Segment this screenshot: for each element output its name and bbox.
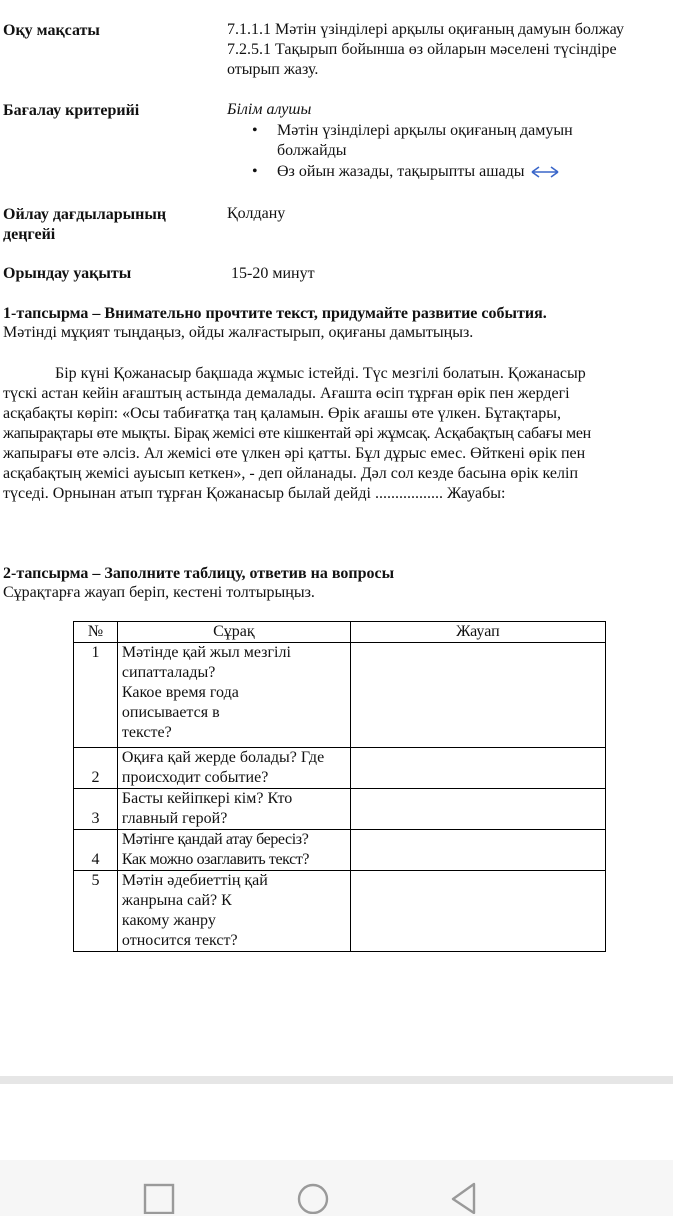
table-row <box>74 871 606 952</box>
thinking-label-1: Ойлау дағдыларының <box>3 206 167 223</box>
header-question: Сұрақ <box>117 622 350 643</box>
row-question: Мәтінде қай жыл мезгілі сипатталады? Какое время года описывается в тексте? <box>117 643 350 748</box>
recent-apps-icon[interactable] <box>142 1180 176 1214</box>
thinking-value: Қолдану <box>227 205 286 222</box>
row-question: Мәтінге қандай атау бересіз? Как можно озаглавить текст? <box>117 830 350 871</box>
answer-cell[interactable] <box>350 871 605 952</box>
table-row <box>74 748 606 789</box>
answer-cell[interactable] <box>350 830 605 871</box>
header-number: № <box>74 622 118 643</box>
row-number: 3 <box>74 789 118 830</box>
task1-text-line-5: жапырағы өте әлсіз. Ал жемісі өте үлкен әрі қатты. Бұл дұрыс емес. Өйткені өрік пен <box>3 445 586 462</box>
goal-line-2: 7.2.5.1 Тақырып бойынша өз ойларын мәселені түсіндіре <box>227 41 617 58</box>
goals-label: Оқу мақсаты <box>3 22 100 39</box>
task1-text-line-1: Бір күні Қожанасыр бақшада жұмыс істейді. Түс мезгілі болатын. Қожанасыр <box>55 365 586 382</box>
task1-text-line-2: түскі астан кейін ағаштың астында демалады. Ағашта өсіп тұрған өрік пен жердегі <box>3 385 570 402</box>
criteria-label: Бағалау критерийі <box>3 102 140 119</box>
task2-title: 2-тапсырма – Заполните таблицу, ответив на вопросы <box>3 565 395 582</box>
row-number: 5 <box>74 871 118 952</box>
task1-text-line-7: түседі. Орнынан атып тұрған Қожанасыр былай дейді ................. Жауабы: <box>3 485 506 502</box>
table-row <box>74 789 606 830</box>
goal-line-1: 7.1.1.1 Мәтін үзінділері арқылы оқиғаның дамуын болжау <box>227 21 624 38</box>
table-header-row <box>74 622 606 643</box>
task1-text-line-4: жапырақтары өте мықты. Бірақ жемісі өте кішкентай әрі жұмсақ. Асқабақтың сабағы мен <box>3 425 591 442</box>
answer-cell[interactable] <box>350 748 605 789</box>
criteria-item-1-cont: болжайды <box>277 142 347 159</box>
time-label: Орындау уақыты <box>3 265 132 282</box>
row-number: 1 <box>74 643 118 748</box>
back-icon[interactable] <box>446 1180 480 1214</box>
page-separator <box>0 1076 673 1084</box>
task2-subtitle: Сұрақтарға жауап беріп, кестені толтырыңыз. <box>3 584 315 601</box>
task1-subtitle: Мәтінді мұқият тыңдаңыз, ойды жалғастырып, оқиғаны дамытыңыз. <box>3 324 474 341</box>
double-arrow-icon <box>531 166 559 178</box>
answer-cell[interactable] <box>350 643 605 748</box>
criteria-item-1-text: Мәтін үзінділері арқылы оқиғаның дамуын <box>277 122 573 139</box>
row-question: Басты кейіпкері кім? Кто главный герой? <box>117 789 350 830</box>
questions-table <box>73 621 606 952</box>
criteria-item-2-text: Өз ойын жазады, тақырыпты ашады <box>277 163 525 180</box>
table-row <box>74 830 606 871</box>
criteria-subtitle: Білім алушы <box>227 101 312 118</box>
row-question: Оқиға қай жерде болады? Где происходит событие? <box>117 748 350 789</box>
task1-text-line-6: асқабақтың жемісі ауысып кеткен», - деп ойланады. Дәл сол кезде басына өрік келіп <box>3 465 579 482</box>
row-number: 4 <box>74 830 118 871</box>
row-question: Мәтін әдебиеттің қай жанрына сай? К какому жанру относится текст? <box>117 871 350 952</box>
table-row <box>74 643 606 748</box>
home-icon[interactable] <box>296 1180 330 1214</box>
task1-title: 1-тапсырма – Внимательно прочтите текст, придумайте развитие события. <box>3 305 547 322</box>
task1-text-line-3: асқабақты көріп: «Осы табиғатқа таң қаламын. Өрік ағашы өте үлкен. Бұтақтары, <box>3 405 561 422</box>
navigation-bar <box>0 1160 673 1216</box>
goal-line-3: отырып жазу. <box>227 61 319 78</box>
row-number: 2 <box>74 748 118 789</box>
header-answer: Жауап <box>350 622 605 643</box>
thinking-label-2: деңгейі <box>3 226 56 243</box>
answer-cell[interactable] <box>350 789 605 830</box>
time-value: 15-20 минут <box>231 265 315 282</box>
